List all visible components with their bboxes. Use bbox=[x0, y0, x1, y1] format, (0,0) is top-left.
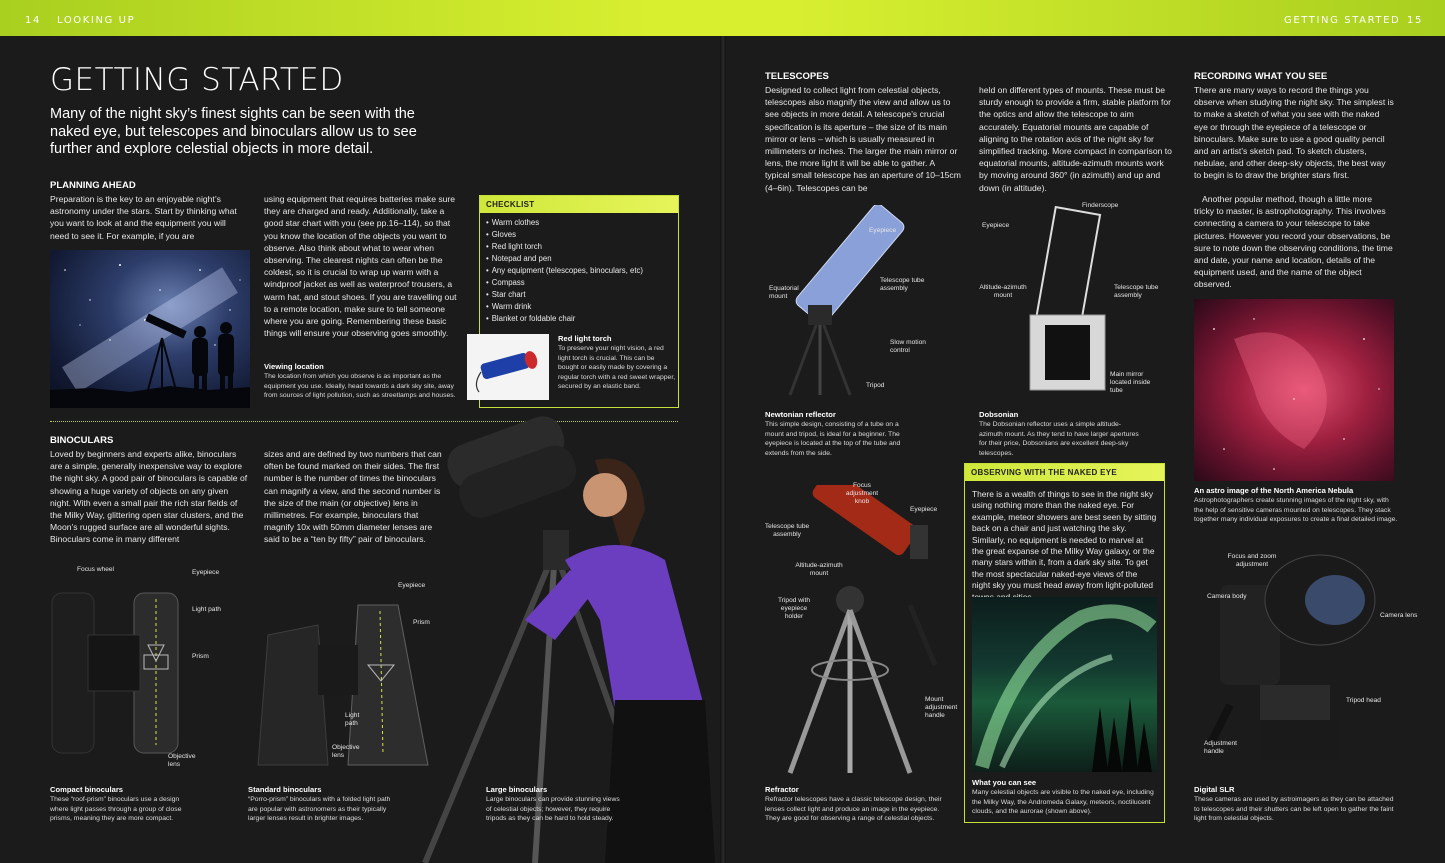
torch-caption: To preserve your night vision, a red light torch is crucial. This can be bought or easily made by covering a regular torch with a red sweet wrapper, secured by an elastic band. bbox=[558, 345, 676, 391]
north-america-nebula-photo bbox=[1194, 299, 1394, 481]
camera-lens-label: Camera lens bbox=[1380, 612, 1418, 619]
checklist-item: • Star chart bbox=[486, 289, 672, 301]
telescopes-col2: held on different types of mounts. These must be sturdy enough to provide a firm, stable platform for the optics and allow the telescope to aim accurately. Equatorial mounts are capable of aligning to the rotation axis of the night sky for simplified tracking. More compact in comparison to equatorial mounts, altitude-azimuth mounts work by moving around 360° (in azimuth) and up and down (in altitude). bbox=[979, 85, 1172, 193]
dslr-heading: Digital SLR bbox=[1194, 785, 1235, 794]
nebula-caption-heading: An astro image of the North America Nebula bbox=[1194, 486, 1354, 495]
standard-binoculars-heading: Standard binoculars bbox=[248, 785, 322, 794]
compact-binoculars-heading: Compact binoculars bbox=[50, 785, 123, 794]
intro-text: Many of the night sky’s finest sights can be seen with the naked eye, but telescopes and binoculars allow us to see further and explore celestial objects in more detail. bbox=[50, 106, 417, 158]
standard-binoculars-left-barrel bbox=[258, 625, 328, 765]
objective-lens-label: Objective lens bbox=[168, 753, 196, 768]
checklist-item: • Compass bbox=[486, 277, 672, 289]
camera-body-label: Camera body bbox=[1207, 593, 1247, 600]
checklist-item: • Warm clothes bbox=[486, 217, 672, 229]
compact-binoculars-caption: These “roof-prism” binoculars use a design where light passes through a group of close prisms, meaning they are more compact. bbox=[50, 796, 182, 823]
refractor-tube-label: Telescope tube assembly bbox=[764, 523, 810, 538]
newtonian-tube-label: Telescope tube assembly bbox=[880, 277, 925, 292]
telescopes-col1: Designed to collect light from celestial objects, telescopes also magnify the view and allow us to see objects in more detail. A telescope’s crucial specification is its aperture – the size of its main mirror or lens – which is usually measured in millimeters or inches. The larger the main mirror or lens, the more light it will be able to gather. A typical small telescope has an aperture of 10–15cm (4–6in). Telescopes can be bbox=[765, 85, 961, 193]
left-page-number: 14 bbox=[25, 15, 41, 26]
light-path-label-2: Light path bbox=[345, 712, 360, 727]
newtonian-tripod-label: Tripod bbox=[866, 382, 885, 389]
digital-slr-illustration bbox=[1200, 545, 1420, 770]
recording-heading: RECORDING WHAT YOU SEE bbox=[1194, 71, 1328, 82]
naked-eye-title: OBSERVING WITH THE NAKED EYE bbox=[965, 464, 1164, 481]
prism-label-2: Prism bbox=[413, 619, 430, 626]
newtonian-reflector-illustration bbox=[760, 205, 960, 400]
binoculars-col1: Loved by beginners and experts alike, binoculars are a simple, generally inexpensive way to explore the night sky. A good pair of binoculars is capable of showing a huge variety of objects on any given night. With even a small pair the rich star fields of the Milky Way, glittering open star clusters, and the Moon’s rugged surface are all wonderful sights. Binoculars come in many different bbox=[50, 449, 248, 545]
aurora-photo bbox=[972, 597, 1157, 772]
naked-eye-text: There is a wealth of things to see in the night sky using nothing more than the naked eye. For example, meteor showers are best seen by sitting back on a chair and just watching the sky. Similarly, no equipment is needed to marvel at the great expanse of the Milky Way galaxy, or the many stars within it, from a dark sky site. To get the most spectacular naked-eye views of the night sky you must head away from light-polluted bbox=[972, 489, 1157, 591]
checklist-item: • Any equipment (telescopes, binoculars, etc) bbox=[486, 265, 672, 277]
focus-zoom-label: Focus and zoom adjustment bbox=[1227, 553, 1277, 568]
left-running-head: LOOKING UP bbox=[57, 15, 136, 26]
viewing-caption-heading: Viewing location bbox=[264, 362, 324, 371]
adjustment-handle-label: Adjustment handle bbox=[1204, 740, 1237, 755]
planning-col1: Preparation is the key to an enjoyable night’s astronomy under the stars. Start by thinking what you want to look at and the equipment you will need to see it. For example, if you are bbox=[50, 194, 237, 241]
dobsonian-heading: Dobsonian bbox=[979, 410, 1019, 419]
dobsonian-eyepiece-label: Eyepiece bbox=[982, 222, 1010, 229]
checklist-item: • Warm drink bbox=[486, 301, 672, 313]
equatorial-mount-label: Equatorial mount bbox=[769, 285, 799, 300]
recording-p1: There are many ways to record the things you observe when studying the night sky. The simplest is to make a sketch of what you see with the naked eye or through the eyepiece of a telescope or binoculars. Make sure to use a good quality pencil and an artist’s sketch pad. To sketch clusters, nebulae, and other deep-sky objects, the best way to begin is to draw the brighter stars first. bbox=[1194, 85, 1394, 181]
standard-binoculars-caption: “Porro-prism” binoculars with a folded light path are popular with astronomers as their typically larger lenses result in brighter images. bbox=[248, 796, 391, 823]
nebula-caption: Astrophotographers create stunning images of the night sky, with the help of sensitive cameras mounted on telescopes. They stack together many individual exposures to create a final detailed image. bbox=[1194, 497, 1398, 524]
tripod-head-label: Tripod head bbox=[1346, 697, 1381, 704]
torch-caption-heading: Red light torch bbox=[558, 334, 612, 343]
naked-eye-caption: Many celestial objects are visible to the naked eye, including the Milky Way, the Andromeda Galaxy, meteors, noctilucent clouds, and the aurorae (shown above). bbox=[972, 789, 1154, 816]
objective-lens-label-2: Objective lens bbox=[332, 744, 360, 759]
checklist-title: CHECKLIST bbox=[480, 196, 678, 213]
checklist-item: • Notepad and pen bbox=[486, 253, 672, 265]
binoculars-heading: BINOCULARS bbox=[50, 435, 114, 446]
light-path-label: Light path bbox=[192, 606, 221, 613]
refractor-tripod-label: Tripod with eyepiece holder bbox=[777, 597, 810, 620]
checklist-item: • Gloves bbox=[486, 229, 672, 241]
eyepiece-label-2: Eyepiece bbox=[398, 582, 426, 589]
planning-col2: using equipment that requires batteries make sure they are charged and ready. Additionally, take a good star chart with you (see pp.16–114), so that you know the location of the objects you want to observe. Also think about what to wear when observing. The clearest nights can often be the coldest, so it is crucial to wrap up warm with a windproof jacket as well as waterproof trousers, a warm hat, and stout shoes. If you are travelling out to a remote location, make sure to tell someone where you are going. Remembering these basic things will ensure your observing goes smoothly. bbox=[264, 194, 457, 339]
red-torch-photo bbox=[467, 334, 549, 400]
page-title: GETTING STARTED bbox=[50, 62, 344, 98]
header-bar bbox=[0, 0, 1445, 36]
dobsonian-tube-label: Telescope tube assembly bbox=[1114, 284, 1159, 299]
newtonian-eyepiece-label: Eyepiece bbox=[869, 227, 897, 234]
focus-knob-label: Focus adjustment knob bbox=[845, 482, 879, 505]
refractor-eyepiece-label: Eyepiece bbox=[910, 506, 938, 513]
newtonian-caption: This simple design, consisting of a tube on a mount and tripod, is ideal for a beginner. The eyepiece is located at the top of the tube and extends from the side. bbox=[765, 421, 901, 457]
compact-binoculars-illustration bbox=[48, 585, 183, 760]
page-gutter bbox=[720, 36, 726, 863]
right-page-number: 15 bbox=[1407, 15, 1423, 26]
checklist-items bbox=[480, 213, 678, 329]
finderscope-label: Finderscope bbox=[1082, 202, 1119, 209]
eyepiece-label: Eyepiece bbox=[192, 569, 220, 576]
refractor-caption: Refractor telescopes have a classic telescope design, their lenses collect light and produce an image in the eyepiece. They are good for observing a range of celestial objects. bbox=[765, 796, 942, 823]
planning-heading: PLANNING AHEAD bbox=[50, 180, 136, 191]
viewing-location-photo bbox=[50, 250, 250, 408]
large-binoculars-heading: Large binoculars bbox=[486, 785, 548, 794]
newtonian-heading: Newtonian reflector bbox=[765, 410, 836, 419]
focus-wheel-label: Focus wheel bbox=[77, 566, 115, 573]
naked-eye-caption-heading: What you can see bbox=[972, 778, 1037, 787]
mount-handle-label: Mount adjustment handle bbox=[925, 696, 958, 719]
standard-binoculars-bridge bbox=[318, 645, 358, 695]
main-mirror-label: Main mirror located inside tube bbox=[1110, 371, 1151, 394]
viewing-caption: The location from which you observe is as important as the equipment you use. Ideally, head towards a dark sky site, away from sources of light pollution, such as streetlamps and houses. bbox=[264, 373, 456, 400]
large-binoculars-caption: Large binoculars can provide stunning views of celestial objects; however, they require tripods as they can be hard to hold steady. bbox=[486, 796, 620, 823]
recording-p2: Another popular method, though a little more tricky to master, is astrophotography. This involves connecting a camera to your telescope to take pictures. However you record your observations, be sure to note down the observing conditions, the time and date, your name and location, details of the equipment used, and the name of the object observed. bbox=[1194, 194, 1393, 290]
telescopes-heading: TELESCOPES bbox=[765, 71, 829, 82]
dobsonian-altaz-label: Altitude-azimuth mount bbox=[979, 284, 1027, 299]
refractor-altaz-label: Altitude-azimuth mount bbox=[795, 562, 843, 577]
checklist-item: • Red light torch bbox=[486, 241, 672, 253]
right-running-head: GETTING STARTED bbox=[1284, 15, 1401, 26]
dobsonian-caption: The Dobsonian reflector uses a simple altitude-azimuth mount. As they tend to have larger apertures for their price, Dobsonians are excellent deep-sky telescopes. bbox=[979, 421, 1139, 457]
refractor-heading: Refractor bbox=[765, 785, 799, 794]
prism-label: Prism bbox=[192, 653, 209, 660]
checklist-item: • Blanket or foldable chair bbox=[486, 313, 672, 325]
slow-motion-label: Slow motion control bbox=[890, 339, 926, 354]
dslr-caption: These cameras are used by astroimagers as they can be attached to telescopes and their shutters can be left open to gather the faint light from celestial objects. bbox=[1194, 796, 1394, 823]
binoculars-col2: sizes and are defined by two numbers that can often be found marked on their sides. The first number is the number of times the binoculars can magnify a view, and the second number is the size of the main (or objective) lens in millimetres. For example, binoculars that magnify 10x with 50mm diameter lenses are said to be a “ten by fifty” pair of binoculars. bbox=[264, 449, 442, 545]
dobsonian-illustration bbox=[1020, 205, 1120, 395]
